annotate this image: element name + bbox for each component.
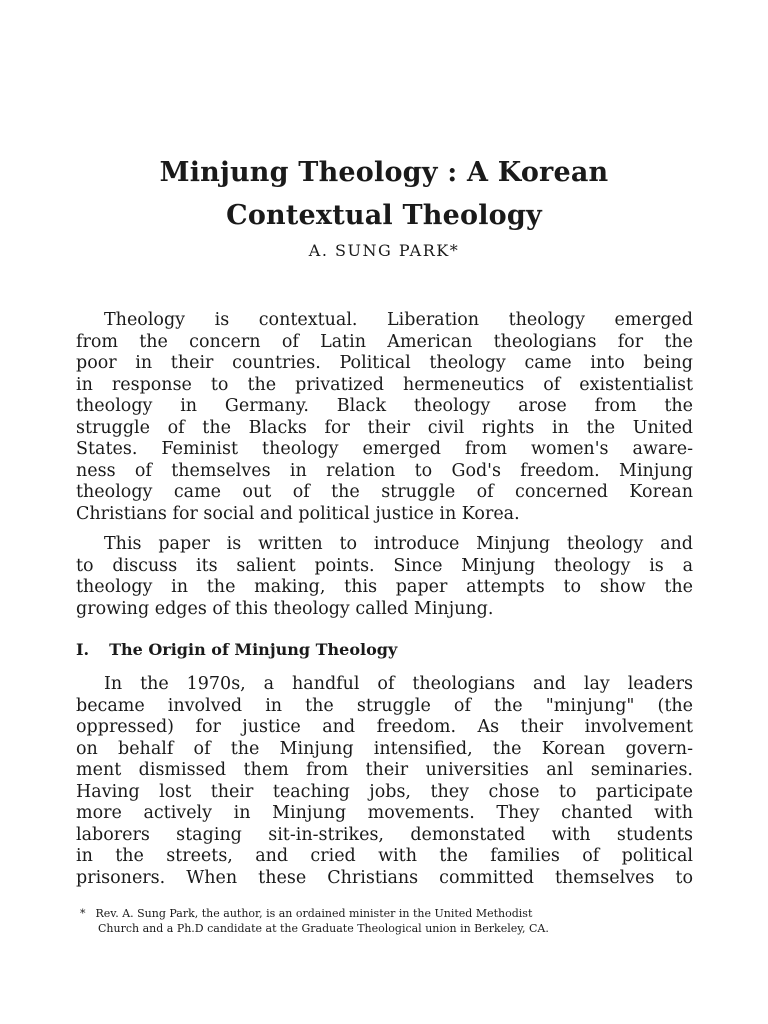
footnote bbox=[80, 906, 692, 936]
text-line: from the concern of Latin American theologians for the bbox=[76, 331, 693, 352]
footnote-line-1 bbox=[80, 906, 692, 921]
footnote-line-2: Church and a Ph.D candidate at the Graduate Theological union in Berkeley, CA. bbox=[98, 922, 549, 935]
text-line: Christians for social and political justice in Korea. bbox=[76, 503, 520, 524]
section-title: The Origin of Minjung Theology bbox=[109, 640, 398, 659]
text-line: ness of themselves in relation to God's freedom. Minjung bbox=[76, 460, 693, 481]
text-line: laborers staging sit-in-strikes, demonstated with students bbox=[76, 824, 693, 845]
text-line: States. Feminist theology emerged from women's aware- bbox=[76, 439, 693, 459]
text-line: This paper is written to introduce Minjung theology and bbox=[104, 534, 693, 554]
article-title-line-2: Contextual Theology bbox=[226, 200, 542, 231]
paragraph-2 bbox=[76, 534, 693, 620]
text-line: poor in their countries. Political theology came into being bbox=[76, 353, 693, 373]
article-title-line-1: Minjung Theology : A Korean bbox=[159, 157, 609, 188]
text-line: more actively in Minjung movements. They chanted with bbox=[76, 803, 693, 823]
article-author: A. SUNG PARK* bbox=[308, 241, 460, 260]
text-line: in response to the privatized hermeneutics of existentialist bbox=[76, 374, 693, 395]
text-line: ment dismissed them from their universities anl seminaries. bbox=[76, 760, 693, 780]
text-line: oppressed) for justice and freedom. As their involvement bbox=[76, 717, 693, 737]
text-line: in the streets, and cried with the families of political bbox=[76, 846, 693, 866]
text-line: In the 1970s, a handful of theologians and lay leaders bbox=[104, 674, 693, 694]
text-line: growing edges of this theology called Minjung. bbox=[76, 598, 494, 619]
footnote-text-1: Rev. A. Sung Park, the author, is an ordained minister in the United Methodist bbox=[95, 907, 533, 920]
text-line: theology in Germany. Black theology arose from the bbox=[76, 396, 693, 416]
footnote-marker: * bbox=[80, 907, 86, 920]
text-line: theology in the making, this paper attempts to show the bbox=[76, 577, 693, 597]
text-line: to discuss its salient points. Since Minjung theology is a bbox=[76, 555, 693, 576]
text-line: Having lost their teaching jobs, they chose to participate bbox=[76, 781, 693, 802]
text-line: Theology is contextual. Liberation theology emerged bbox=[104, 310, 693, 330]
section-number: I. bbox=[76, 640, 90, 659]
section-heading bbox=[76, 640, 397, 659]
text-line: theology came out of the struggle of concerned Korean bbox=[76, 482, 693, 502]
paragraph-3 bbox=[76, 674, 693, 889]
text-line: on behalf of the Minjung intensified, the Korean govern- bbox=[76, 738, 693, 759]
text-line: became involved in the struggle of the "minjung" (the bbox=[76, 695, 693, 716]
text-line: prisoners. When these Christians committed themselves to bbox=[76, 867, 693, 888]
text-line: struggle of the Blacks for their civil rights in the United bbox=[76, 417, 693, 438]
paragraph-1 bbox=[76, 310, 693, 525]
